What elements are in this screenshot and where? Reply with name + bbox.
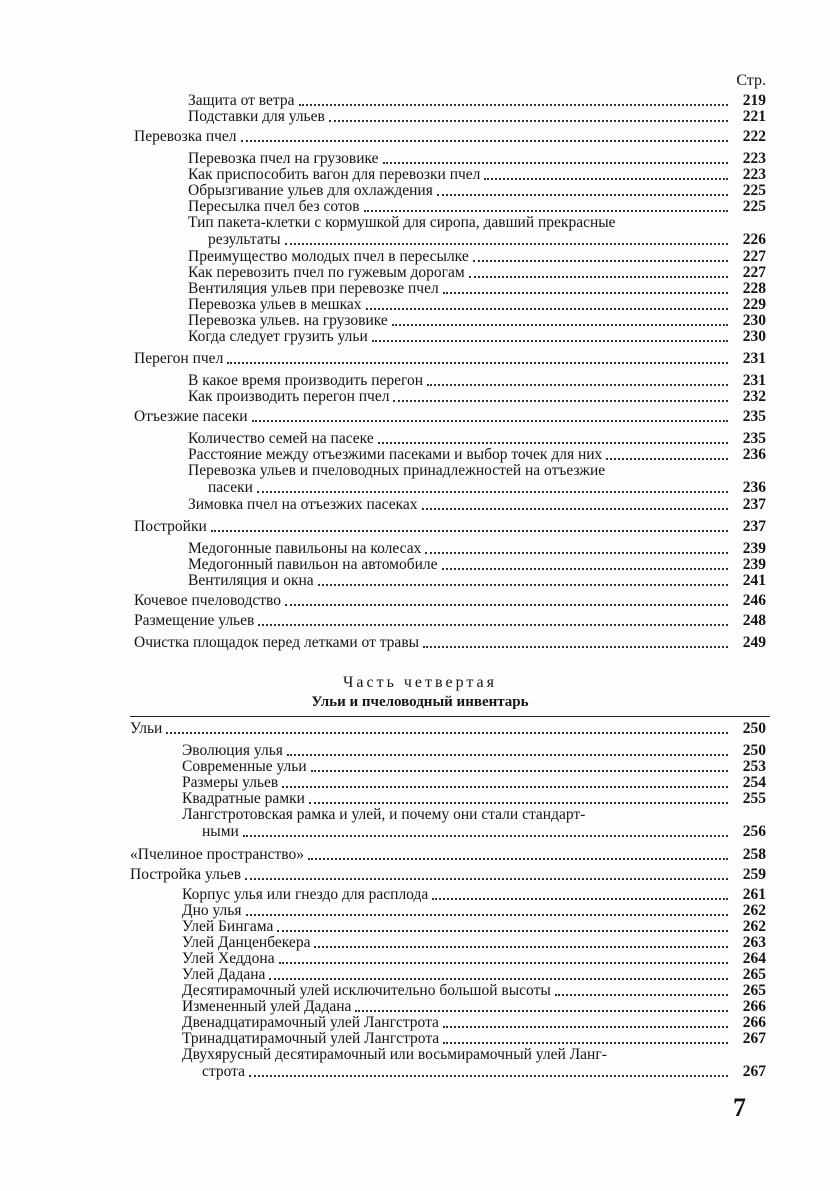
toc-entry-title: Медогонные павильоны на колесах [188,540,422,557]
dot-leader [427,383,728,386]
toc-entry-page: 237 [742,518,766,535]
dot-leader [443,291,728,294]
toc-entry-title: Перевозка пчел [134,128,237,145]
dot-leader [443,1041,728,1044]
toc-entry-page: 235 [742,430,766,447]
toc-entry[interactable] [188,150,766,167]
dot-leader [422,507,728,510]
dot-leader [166,731,728,734]
toc-entry-line [182,806,585,823]
dot-leader [249,1074,728,1077]
toc-entry-page: 255 [742,790,766,807]
dot-leader [314,945,728,948]
toc-entry-page: 226 [742,231,766,248]
dot-leader [329,119,728,122]
toc-entry[interactable] [188,540,766,557]
dot-leader [318,583,728,586]
toc-entry[interactable] [182,758,766,775]
toc-entry-title: Тринадцатирамочный улей Лангстрота [182,1030,440,1047]
toc-entry-title: Улей Дадана [182,966,266,983]
toc-entry-page: 231 [742,372,766,389]
dot-leader [555,993,728,996]
toc-entry[interactable] [188,264,766,281]
toc-entry[interactable] [188,372,766,389]
toc-entry-page: 267 [742,1063,766,1080]
toc-entry[interactable] [188,312,766,329]
toc-entry-page: 261 [742,886,766,903]
toc-entry-page: 222 [742,128,766,145]
dot-leader [423,645,728,648]
toc-entry[interactable] [182,886,766,903]
dot-leader [282,785,728,788]
toc-entry-title: Корпус улья или гнездо для расплода [182,886,429,903]
part-title: Часть четвертая [342,674,498,691]
toc-entry[interactable] [202,1063,766,1080]
toc-entry-title: Подставки для ульев [188,108,325,125]
toc-entry-title: Лангстротовская рамка и улей, и почему они стали стандарт- [182,806,586,823]
dot-leader [469,275,728,278]
toc-entry-page: 265 [742,966,766,983]
toc-entry[interactable] [188,556,766,573]
toc-entry-line [188,214,616,231]
toc-entry-title: Перевозка ульев. на грузовике [188,312,388,329]
toc-entry-page: 259 [742,866,766,883]
toc-entry-page: 223 [742,150,766,167]
toc-entry-page: 227 [742,248,766,265]
toc-entry-page: 221 [742,108,766,125]
dot-leader [252,419,728,422]
toc-entry-title-cont: ными [202,823,239,840]
toc-entry-page: 227 [742,264,766,281]
toc-entry-title: Размеры ульев [182,774,279,791]
dot-leader [473,259,728,262]
toc-entry-title: В какое время производить перегон [188,372,424,389]
toc-entry[interactable] [134,350,766,367]
toc-entry-title: Улей Хеддона [182,950,275,967]
toc-entry-title: Постройка ульев [130,866,242,883]
toc-entry[interactable] [182,918,766,935]
toc-entry[interactable] [182,774,766,791]
toc-entry-page: 250 [742,742,766,759]
toc-entry-title: Современные ульи [182,758,307,775]
dot-leader [299,103,729,106]
toc-entry-page: 219 [742,92,766,109]
toc-entry[interactable] [208,231,766,248]
toc-entry-page: 236 [742,479,766,496]
toc-entry-title: Эволюция улья [182,742,283,759]
toc-entry-page: 253 [742,758,766,775]
dot-leader [425,551,728,554]
toc-entry-page: 232 [742,388,766,405]
toc-entry-page: 246 [742,592,766,609]
toc-entry-title: Медогонный павильон на автомобиле [188,556,438,573]
dot-leader [269,977,728,980]
toc-entry-page: 250 [742,720,766,737]
toc-entry[interactable] [188,496,766,513]
dot-leader [372,339,728,342]
toc-entry-page: 228 [742,280,766,297]
dot-leader [243,834,728,837]
toc-entry[interactable] [134,128,766,145]
toc-entry[interactable] [202,823,766,840]
toc-entry-page: 230 [742,328,766,345]
toc-entry[interactable] [188,328,766,345]
toc-entry-title: Преимущество молодых пчел в пересылке [188,248,469,265]
toc-entry-title-cont: результаты [208,231,281,248]
toc-entry[interactable] [130,866,766,883]
dot-leader [227,361,728,364]
toc-entry-title: Пересылка пчел без сотов [188,198,360,215]
toc-entry-page: 266 [742,998,766,1015]
toc-entry-title: Обрызгивание ульев для охлаждения [188,182,433,199]
toc-entry[interactable] [182,998,766,1015]
toc-entry[interactable] [182,902,766,919]
toc-entry[interactable] [188,92,766,109]
toc-entry-title: Измененный улей Дадана [182,998,352,1015]
dot-leader [285,603,728,606]
toc-entry-title: Зимовка пчел на отъезжих пасеках [188,496,418,513]
toc-entry-title: «Пчелиное пространство» [130,846,304,863]
dot-leader [432,897,728,900]
page-column-header: Стр. [736,72,766,89]
toc-entry-title: Улей Бингама [182,918,274,935]
toc-entry-page: 249 [742,634,766,651]
dot-leader [378,441,728,444]
toc-entry-title: Перегон пчел [134,350,224,367]
toc-entry[interactable] [188,388,766,405]
toc-entry-title: Как производить перегон пчел [188,388,390,405]
dot-leader [366,307,728,310]
toc-entry[interactable] [130,720,766,737]
toc-entry-title: Постройки [134,518,207,535]
toc-entry-title: Вентиляция и окна [188,572,314,589]
toc-entry-page: 225 [742,182,766,199]
toc-entry-title: Когда следует грузить ульи [188,328,368,345]
dot-leader [309,801,728,804]
toc-entry[interactable] [188,296,766,313]
toc-entry-title: Дно улья [182,902,242,919]
toc-entry[interactable] [188,430,766,447]
toc-entry[interactable] [188,280,766,297]
toc-entry-title: Тип пакета-клетки с кормушкой для сиропа, давший прекрасные [188,214,616,231]
toc-entry-title: Кочевое пчеловодство [134,592,281,609]
toc-entry-page: 248 [742,612,766,629]
toc-entry-page: 231 [742,350,766,367]
toc-entry-title: Защита от ветра [188,92,295,109]
toc-entry[interactable] [188,248,766,265]
dot-leader [355,1009,728,1012]
dot-leader [279,961,728,964]
toc-entry-title: Расстояние между отъезжими пасеками и выбор точек для них [188,446,603,463]
toc-entry-title: Перевозка ульев и пчеловодных принадлежностей на отъезжие [188,462,606,479]
dot-leader [241,139,728,142]
toc-entry-title-cont: пасеки [208,479,253,496]
toc-entry[interactable] [182,982,766,999]
section-divider [130,716,770,717]
toc-entry-title: Количество семей на пасеке [188,430,374,447]
part-subtitle: Ульи и пчеловодный инвентарь [311,694,529,710]
toc-entry[interactable] [188,108,766,125]
toc-entry[interactable] [182,966,766,983]
dot-leader [245,877,728,880]
toc-entry-title: Десятирамочный улей исключительно большой высоты [182,982,551,999]
toc-entry-title: Перевозка ульев в мешках [188,296,362,313]
dot-leader [393,399,728,402]
toc-entry-title: Улей Данценбекера [182,934,311,951]
toc-entry-line [182,1046,607,1063]
toc-entry-page: 241 [742,572,766,589]
toc-entry-title: Перевозка пчел на грузовике [188,150,379,167]
dot-leader [285,242,728,245]
toc-entry-page: 258 [742,846,766,863]
dot-leader [443,1025,728,1028]
toc-entry[interactable] [182,1014,766,1031]
toc-entry-page: 265 [742,982,766,999]
toc-entry-page: 263 [742,934,766,951]
dot-leader [364,209,728,212]
toc-entry-page: 264 [742,950,766,967]
toc-entry[interactable] [182,934,766,951]
toc-entry[interactable] [182,742,766,759]
toc-entry[interactable] [182,950,766,967]
toc-entry[interactable] [182,1030,766,1047]
toc-entry-title: Отъезжие пасеки [134,408,248,425]
toc-entry[interactable] [208,479,766,496]
toc-entry-title: Квадратные рамки [182,790,305,807]
toc-entry[interactable] [130,846,766,863]
toc-entry[interactable] [188,198,766,215]
toc-entry-page: 254 [742,774,766,791]
toc-entry-page: 236 [742,446,766,463]
toc-entry[interactable] [134,408,766,425]
toc-entry-title: Двенадцатирамочный улей Лангстрота [182,1014,439,1031]
toc-entry-title: Двухярусный десятирамочный или восьмирамочный улей Ланг- [182,1046,607,1063]
toc-entry-page: 239 [742,540,766,557]
toc-entry[interactable] [134,592,766,609]
dot-leader [211,529,728,532]
dot-leader [246,913,729,916]
toc-entry[interactable] [188,446,766,463]
toc-entry-page: 229 [742,296,766,313]
dot-leader [257,490,728,493]
toc-entry[interactable] [188,166,766,183]
toc-entry[interactable] [134,612,766,629]
dot-leader [437,193,728,196]
toc-entry-title: Ульи [130,720,163,737]
dot-leader [287,753,728,756]
toc-entry-page: 267 [742,1030,766,1047]
toc-entry-title: Как приспособить вагон для перевозки пчел [188,166,481,183]
toc-entry-page: 266 [742,1014,766,1031]
toc-entry[interactable] [134,518,766,535]
toc-entry[interactable] [188,182,766,199]
dot-leader [311,769,728,772]
dot-leader [277,929,728,932]
toc-entry-title: Вентиляция ульев при перевозке пчел [188,280,439,297]
toc-entry-title: Размещение ульев [134,612,255,629]
dot-leader [606,457,728,460]
toc-entry-page: 239 [742,556,766,573]
dot-leader [308,857,728,860]
toc-entry-page: 237 [742,496,766,513]
toc-entry-page: 230 [742,312,766,329]
dot-leader [392,323,728,326]
toc-entry-page: 262 [742,902,766,919]
toc-entry-page: 256 [742,823,766,840]
toc-entry-page: 223 [742,166,766,183]
dot-leader [383,161,728,164]
toc-entry-page: 225 [742,198,766,215]
toc-entry[interactable] [188,572,766,589]
toc-entry-page: 235 [742,408,766,425]
toc-entry-title: Очистка площадок перед летками от травы [134,634,420,651]
toc-entry[interactable] [182,790,766,807]
dot-leader [484,177,728,180]
toc-entry-line [188,462,605,479]
toc-entry-title: Как перевозить пчел по гужевым дорогам [188,264,465,281]
toc-entry[interactable] [134,634,766,651]
dot-leader [258,623,728,626]
toc-entry-page: 262 [742,918,766,935]
toc-entry-title-cont: строта [202,1063,245,1080]
dot-leader [442,567,728,570]
page-number: 7 [733,1093,746,1122]
